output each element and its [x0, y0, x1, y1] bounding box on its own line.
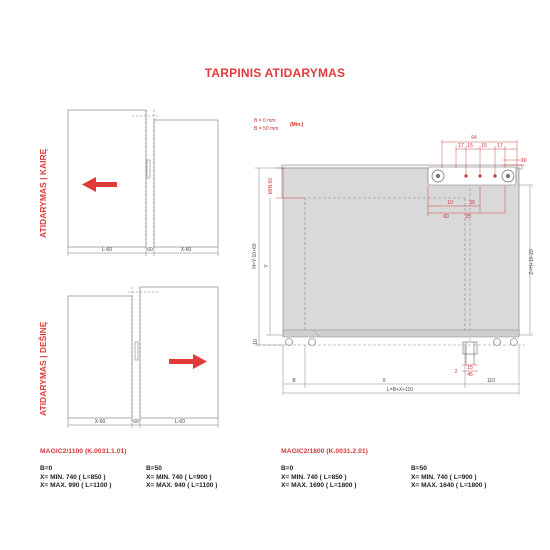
dim-10-inner: 10 — [447, 200, 453, 206]
dim-64: 64 — [471, 135, 477, 141]
spec-line: X= MAX. 1690 ( L=1800 ) — [281, 482, 357, 490]
door-handle — [135, 342, 138, 360]
dim-45: 45 — [467, 372, 473, 378]
opening-right-label: ATIDARYMAS | DEŠINĘ — [38, 321, 48, 416]
dim-x-minus-60: X-60 — [94, 419, 106, 425]
spec-line: B=50 — [146, 465, 162, 472]
page-title: TARPINIS ATIDARYMAS — [204, 66, 346, 80]
door-panel — [68, 296, 132, 418]
spec-header: MAGIC2/1100 (K.0031.1.01) — [40, 448, 127, 455]
spec-line: B=0 — [281, 465, 294, 472]
door-panel — [154, 120, 218, 247]
right-opening-diagram — [68, 287, 218, 428]
dim-60-inner: 60 — [443, 214, 449, 220]
spec-line: X= MIN. 740 ( L=850 ) — [281, 473, 347, 481]
fixed-wall-panel — [140, 287, 218, 418]
dim-2: 2 — [454, 369, 458, 375]
dim-60: 60 — [133, 419, 139, 425]
door-handle — [147, 160, 150, 178]
fixed-wall-panel — [68, 110, 146, 247]
dim-b: B — [292, 378, 296, 384]
dim-z: Z=H+10-20 — [529, 249, 535, 275]
dim-total-l: L=B+X+110 — [386, 387, 414, 393]
dim-15-floor: 15 — [467, 365, 473, 371]
section-diagram — [252, 118, 535, 395]
spec-col-1100-b50 — [146, 465, 217, 491]
spec-line: X= MAX. 990 ( L=1100 ) — [40, 482, 112, 490]
opening-left-label: ATIDARYMAS | KAIRĘ — [38, 148, 48, 238]
spec-line: X= MIN. 740 ( L=850 ) — [40, 473, 106, 481]
dim-l-minus-60: L-60 — [101, 247, 113, 253]
spec-line: X= MIN. 740 ( L=900 ) — [146, 473, 212, 481]
dim-15b: 15 — [481, 143, 487, 149]
dim-10-top: 10 — [521, 158, 527, 164]
door-body — [283, 168, 519, 335]
spec-col-1800-b0 — [281, 465, 357, 491]
note-min: (Min.) — [290, 122, 304, 128]
dim-x-minus-60: X-60 — [180, 247, 192, 253]
dim-110: 110 — [487, 378, 495, 384]
dim-min-60: MIN.60 — [268, 177, 274, 195]
note-b0: B = 0 mm — [254, 118, 276, 124]
spec-block-1800 — [281, 448, 368, 457]
spec-line: B=50 — [411, 465, 427, 472]
spec-col-1800-b50 — [411, 465, 487, 491]
spec-line: X= MAX. 940 ( L=1100 ) — [146, 482, 218, 490]
spec-header: MAGIC2/1800 (K.0031.2.01) — [281, 448, 368, 455]
dim-y: Y — [264, 264, 270, 268]
dim-60: 60 — [147, 247, 153, 253]
spec-col-1100-b0 — [40, 465, 111, 491]
left-opening-diagram — [68, 110, 218, 256]
dim-x: X — [382, 378, 386, 384]
note-b50: B = 50 mm — [254, 126, 279, 132]
dim-l-minus-60: L-60 — [174, 419, 186, 425]
dim-17a: 17 — [458, 143, 464, 149]
spec-block-1100 — [40, 448, 127, 457]
dim-15a: 15 — [467, 143, 473, 149]
dim-17b: 17 — [497, 143, 503, 149]
spec-line: B=0 — [40, 465, 53, 472]
spec-line: X= MIN. 740 ( L=900 ) — [411, 473, 477, 481]
dim-25: 25 — [465, 214, 471, 220]
dim-h: H=Y-10+60 — [252, 243, 258, 269]
spec-line: X= MAX. 1640 ( L=1800 ) — [411, 482, 487, 490]
dim-10-bottom: 10 — [253, 339, 259, 345]
dim-39: 39 — [469, 200, 475, 206]
